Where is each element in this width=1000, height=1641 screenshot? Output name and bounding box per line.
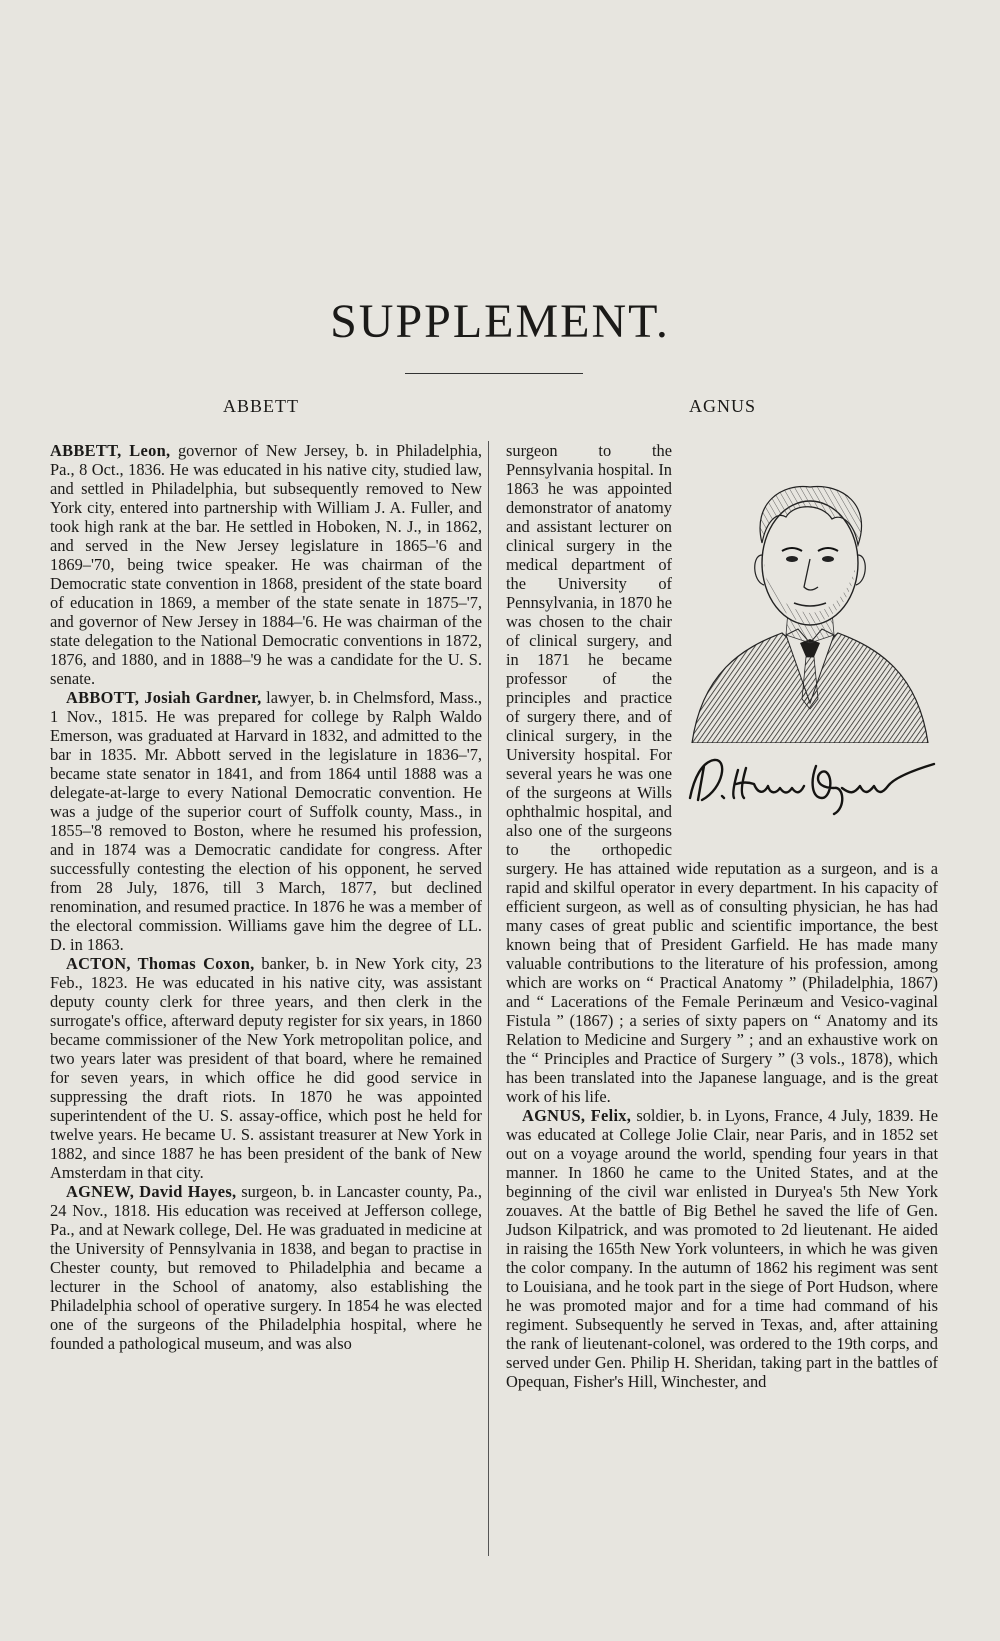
entry-name: AGNUS, Felix, <box>522 1106 632 1125</box>
title-rule <box>405 373 583 374</box>
entry-abbett <box>50 441 482 688</box>
entry-name: ACTON, Thomas Coxon, <box>66 954 255 973</box>
page-title: SUPPLEMENT. <box>330 295 670 349</box>
entry-agnew <box>50 1182 482 1353</box>
column-divider <box>488 441 489 1556</box>
entry-text: soldier, b. in Lyons, France, 4 July, 1839. He was educated at College Jolie Clair, near Paris, and in 1852 set out on a voyage around the world, spending four years in that manner. In 1860 he came to the United States, and at the beginning of the civil war enlisted in Duryea's 5th New York zouaves. At the battle of Big Bethel he saved the life of Gen. Judson Kilpatrick, and was promoted to 2d lieutenant. He aided in raising the 165th New York volunteers, in which he was given the color company. In the autumn of 1862 his regiment was sent to Louisiana, and he took part in the siege of Port Hudson, where he was promoted major and for a time had command of his regiment. Subsequently he served in Texas, and, after attaining the rank of lieutenant-colonel, was ordered to the 19th corps, and served under Gen. Philip H. Sheridan, taking part in the battles of Opequan, Fisher's Hill, Winchester, and <box>506 1106 939 1391</box>
signature-image <box>684 748 938 818</box>
entry-agnus <box>506 1106 938 1391</box>
left-column <box>50 441 482 1353</box>
right-column <box>506 441 938 1391</box>
entry-abbott <box>50 688 482 954</box>
entry-name: ABBOTT, Josiah Gardner, <box>66 688 262 707</box>
entry-text: banker, b. in New York city, 23 Feb., 1823. He was educated in his native city, was assistant deputy county clerk for three years, and then clerk in the surrogate's office, afterward deputy register for six years, in 1860 became commissioner of the New York metropolitan police, and two years later was president of that board, where he remained for seven years, in which office he did good service in suppressing the draft riots. In 1870 he was appointed superintendent of the U. S. assay-office, which post he held for twelve years. He became U. S. assistant treasurer at New York in 1882, and since 1887 he has been president of the bank of New Amsterdam in that city. <box>50 954 483 1182</box>
portrait-engraving <box>682 443 938 743</box>
entry-acton <box>50 954 482 1182</box>
entry-text: lawyer, b. in Chelmsford, Mass., 1 Nov., 1815. He was prepared for college by Ralph Waldo Emerson, was graduated at Harvard in 1832, and admitted to the bar in 1835. Mr. Abbott served in the legislature in 1836–'7, became state senator in 1841, and from 1864 until 1888 was a delegate-at-large to every National Democratic convention. He was a judge of the superior court of Suffolk county, Mass., in 1855–'8 removed to Boston, where he resumed his profession, and in 1874 was a Democratic candidate for congress. After successfully contesting the election of his opponent, he served from 28 July, 1876, till 3 March, 1877, but declined renomination, and resumed practice. In 1876 he was a member of the electoral commission. Williams gave him the degree of LL. D. in 1863. <box>50 688 482 954</box>
entry-text: surgeon to the Pennsylvania hospital. In 1863 he was appointed demonstrator of anatomy and assistant lecturer on clinical surgery in the medical department of the University of Pennsylvania, in 1870 he was chosen to the chair of clinical surgery, and in 1871 he became professor of the principles and practice of surgery there, and of clinical surgery, in the University hospital. For several years he was one of the surgeons at Wills ophthalmic hospital, and also one of the surgeons to the orthopedic surgery. He has attained wide reputation as a surgeon, and is a rapid and skilful operator in every department. In his capacity of efficient surgeon, as well as of consulting physician, he has had many cases of great public and scientific importance, the best known being that of President Garfield. He has made many valuable contributions to the literature of his profession, among which are works on “ Practical Anatomy ” (Philadelphia, 1867) and “ Lacerations of the Female Perinæum and Vesico-vaginal Fistula ” (1867) ; a series of sixty papers on “ Anatomy and its Relation to Medicine and Surgery ” ; and an exhaustive work on the “ Principles and Practice of Surgery ” (3 vols., 1878), which has been translated into the Japanese language, and is the great work of his life. <box>506 441 938 1106</box>
entry-text: governor of New Jersey, b. in Philadelphia, Pa., 8 Oct., 1836. He was educated in his native city, studied law, and settled in Philadelphia, but subsequently removed to New York city, entered into partnership with William J. A. Fuller, and took high rank at the bar. He settled in Hoboken, N. J., in 1862, and served in the New Jersey legislature in 1865–'6 and 1869–'70, being twice speaker. He was chairman of the Democratic state convention in 1868, president of the state board of education in 1869, a member of the state senate in 1875–'7, and governor of New Jersey in 1884–'6. He was chairman of the state delegation to the National Democratic conventions in 1872, 1876, and 1880, and in 1888–'9 he was a candidate for the U. S. senate. <box>50 441 482 688</box>
entry-name: AGNEW, David Hayes, <box>66 1182 237 1201</box>
portrait-illustration <box>682 443 938 838</box>
entry-name: ABBETT, Leon, <box>50 441 171 460</box>
entry-text: surgeon, b. in Lancaster county, Pa., 24 Nov., 1818. His education was received at Jefferson college, Pa., and at Newark college, Del. He was graduated in medicine at the University of Pennsylvania in 1838, and began to practise in Chester county, but removed to Philadelphia and became a lecturer in the School of anatomy, also establishing the Philadelphia school of operative surgery. In 1854 he was elected one of the surgeons of the Philadelphia hospital, where he founded a pathological museum, and was also <box>50 1182 482 1353</box>
right-running-head: AGNUS <box>689 396 757 416</box>
left-running-head: ABBETT <box>223 396 299 416</box>
